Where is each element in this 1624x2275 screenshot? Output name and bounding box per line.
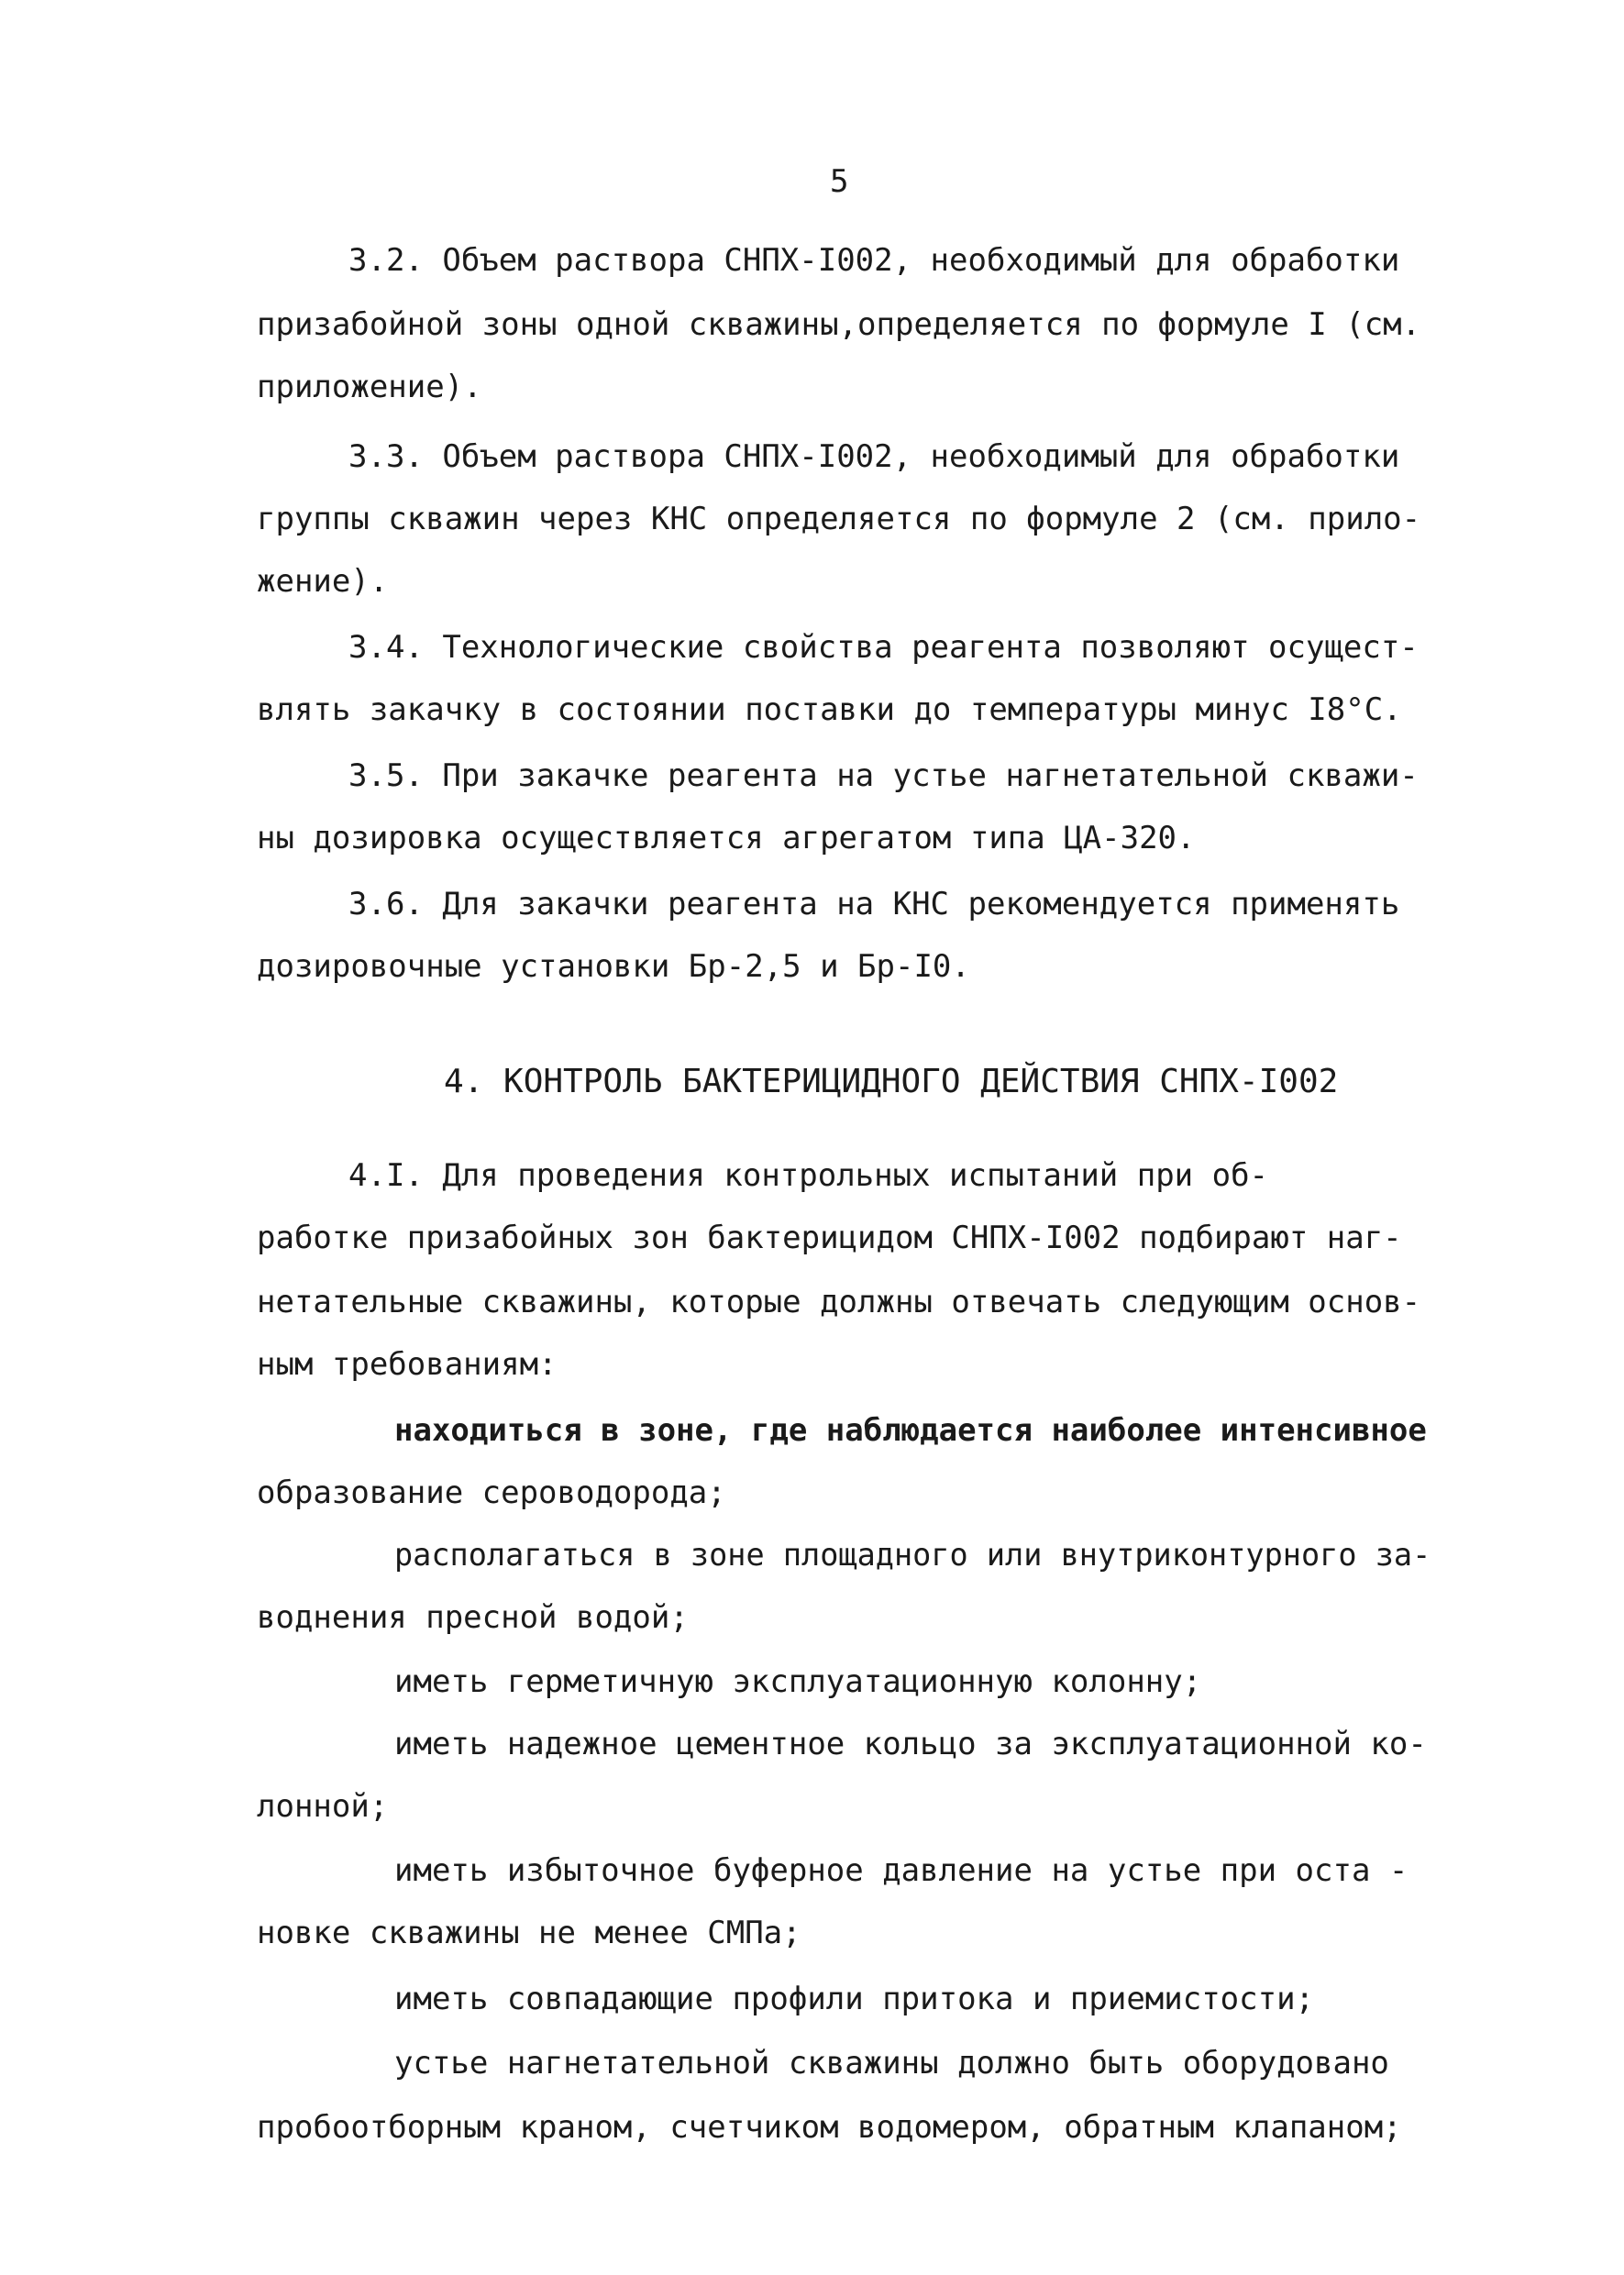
paragraph-4-1-line-2: работке призабойных зон бактерицидом СНПХ-I002 подбирают наг- <box>257 1220 1402 1256</box>
paragraph-4-1-line-4: ным требованиям: <box>257 1346 558 1383</box>
paragraph-3-2-line-2: призабойной зоны одной скважины,определяется по формуле I (см. <box>257 306 1421 343</box>
paragraph-3-3-line-3: жение). <box>257 563 389 600</box>
requirement-2-line-1: располагаться в зоне площадного или внутриконтурного за- <box>394 1537 1431 1574</box>
paragraph-3-2-line-3: приложение). <box>257 369 482 405</box>
requirement-3-line-1: иметь герметичную эксплуатационную колонну; <box>394 1663 1202 1700</box>
paragraph-4-1-line-1: 4.I. Для проведения контрольных испытаний при об- <box>348 1157 1269 1194</box>
paragraph-3-2-line-1: 3.2. Объем раствора СНПХ-I002, необходимый для обработки <box>348 242 1400 279</box>
requirement-7-line-1: устье нагнетательной скважины должно быть оборудовано <box>394 2045 1389 2082</box>
requirement-6-line-1: иметь совпадающие профили притока и приемистости; <box>394 1981 1315 2017</box>
requirement-7-line-2: пробоотборным краном, счетчиком водомером, обратным клапаном; <box>257 2109 1402 2146</box>
paragraph-3-4-line-2: влять закачку в состоянии поставки до температуры минус I8°С. <box>257 691 1402 728</box>
page-number: 5 <box>830 163 850 200</box>
requirement-1-line-2: образование сероводорода; <box>257 1474 726 1511</box>
requirement-2-line-2: воднения пресной водой; <box>257 1599 689 1636</box>
paragraph-3-5-line-1: 3.5. При закачке реагента на устье нагнетательной скважи- <box>348 757 1419 794</box>
paragraph-4-1-line-3: нетательные скважины, которые должны отвечать следующим основ- <box>257 1284 1421 1320</box>
paragraph-3-5-line-2: ны дозировка осуществляется агрегатом типа ЦА-320. <box>257 820 1196 856</box>
section-4-heading: 4. КОНТРОЛЬ БАКТЕРИЦИДНОГО ДЕЙСТВИЯ СНПХ-I002 <box>444 1063 1339 1100</box>
requirement-4-line-1: иметь надежное цементное кольцо за эксплуатационной ко- <box>394 1726 1427 1762</box>
paragraph-3-3-line-1: 3.3. Объем раствора СНПХ-I002, необходимый для обработки <box>348 438 1400 475</box>
requirement-5-line-1: иметь избыточное буферное давление на устье при оста - <box>394 1852 1409 1889</box>
paragraph-3-6-line-2: дозировочные установки Бр-2,5 и Бр-I0. <box>257 948 970 985</box>
requirement-5-line-2: новке скважины не менее СМПа; <box>257 1915 801 1951</box>
paragraph-3-6-line-1: 3.6. Для закачки реагента на КНС рекомендуется применять <box>348 886 1400 922</box>
paragraph-3-4-line-1: 3.4. Технологические свойства реагента позволяют осущест- <box>348 629 1419 666</box>
requirement-4-line-2: лонной; <box>257 1788 389 1825</box>
paragraph-3-3-line-2: группы скважин через КНС определяется по формуле 2 (см. прило- <box>257 501 1421 537</box>
requirement-1-line-1: находиться в зоне, где наблюдается наиболее интенсивное <box>394 1412 1427 1449</box>
